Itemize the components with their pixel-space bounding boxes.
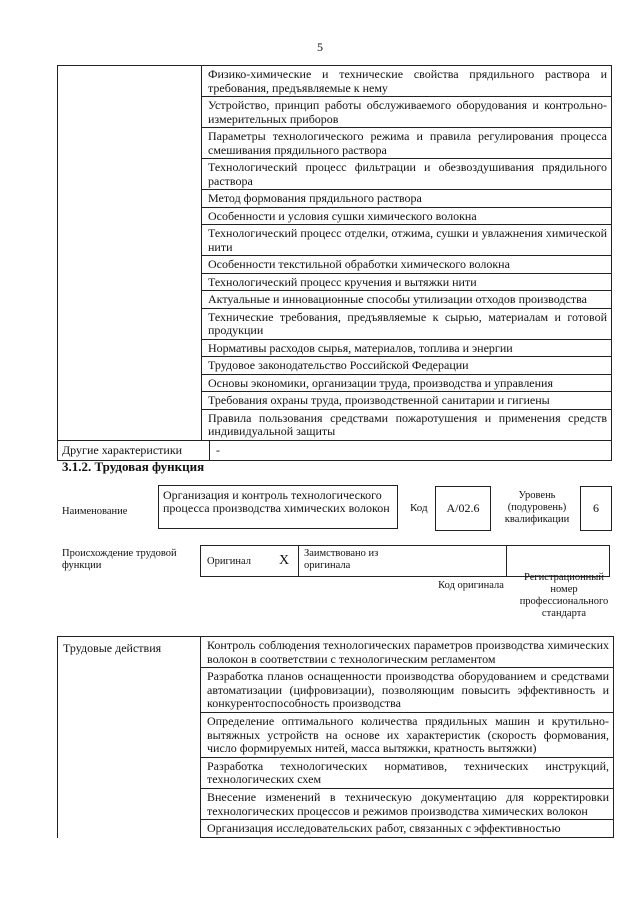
knowledge-item: Параметры технологического режима и правила регулирования процесса смешивания прядильного раствора bbox=[202, 128, 611, 159]
name-label: Наименование bbox=[62, 506, 128, 517]
original-mark: X bbox=[270, 545, 298, 577]
knowledge-item: Устройство, принцип работы обслуживаемого оборудования и контрольно-измерительных приборов bbox=[202, 97, 611, 128]
action-item: Определение оптимального количества прядильных машин и крутильно-вытяжных устройств на основе их характеристик (скорость формования, число формируемых нитей, масса вытяжки, кратность вытяжки) bbox=[201, 713, 613, 758]
action-item: Внесение изменений в техническую документацию для корректировки технологических процессов и режимов производства химических волокон bbox=[201, 789, 613, 820]
knowledge-item: Физико-химические и технические свойства прядильного раствора и требования, предъявляемые к нему bbox=[202, 66, 611, 97]
knowledge-label-cell bbox=[58, 66, 202, 440]
knowledge-item: Технические требования, предъявляемые к сырью, материалам и готовой продукции bbox=[202, 309, 611, 340]
knowledge-item: Нормативы расходов сырья, материалов, топлива и энергии bbox=[202, 340, 611, 358]
knowledge-item: Особенности текстильной обработки химического волокна bbox=[202, 256, 611, 274]
origin-label: Происхождение трудовой функции bbox=[62, 548, 177, 571]
action-item: Разработка планов оснащенности производства оборудованием и средствами автоматизации (цифровизации), позволяющим повысить эффективность и конкурентоспособность производства bbox=[201, 668, 613, 713]
function-name-box: Организация и контроль технологического процесса производства химических волокон bbox=[158, 485, 398, 529]
actions-items bbox=[201, 637, 613, 838]
knowledge-table bbox=[57, 65, 612, 461]
knowledge-item: Актуальные и инновационные способы утилизации отходов производства bbox=[202, 291, 611, 309]
level-label: Уровень (подуровень) квалификации bbox=[504, 490, 570, 525]
knowledge-items bbox=[202, 66, 611, 440]
knowledge-item: Особенности и условия сушки химического волокна bbox=[202, 208, 611, 226]
knowledge-item: Технологический процесс отделки, отжима, сушки и увлажнения химической нити bbox=[202, 225, 611, 256]
knowledge-item: Правила пользования средствами пожаротушения и применения средств индивидуальной защиты bbox=[208, 410, 607, 438]
knowledge-item: Метод формования прядильного раствора bbox=[202, 190, 611, 208]
other-characteristics-value: - bbox=[216, 442, 220, 457]
action-item: Организация исследовательских работ, связанных с эффективностью bbox=[201, 820, 613, 838]
original-code-caption: Код оригинала bbox=[438, 580, 504, 591]
knowledge-item: Основы экономики, организации труда, производства и управления bbox=[202, 375, 611, 393]
registration-number-caption: Регистрационный номер профессионального стандарта bbox=[519, 572, 609, 619]
function-code-box: A/02.6 bbox=[435, 486, 491, 531]
original-code-cell bbox=[430, 545, 506, 577]
knowledge-item: Трудовое законодательство Российской Федерации bbox=[202, 357, 611, 375]
knowledge-item: Технологический процесс фильтрации и обезвоздушивания прядильного раствора bbox=[202, 159, 611, 190]
other-characteristics-label: Другие характеристики bbox=[58, 441, 210, 460]
actions-label: Трудовые действия bbox=[58, 637, 201, 838]
action-item: Разработка технологических нормативов, технических инструкций, технологических схем bbox=[201, 758, 613, 789]
section-title: 3.1.2. Трудовая функция bbox=[62, 459, 205, 474]
knowledge-item: Требования охраны труда, производственной санитарии и гигиены bbox=[202, 392, 611, 410]
borrowed-cell: Заимствовано из оригинала bbox=[298, 545, 430, 577]
page-number: 5 bbox=[317, 40, 323, 54]
code-label: Код bbox=[410, 502, 428, 514]
level-value-box: 6 bbox=[580, 486, 612, 531]
original-cell: Оригинал bbox=[200, 545, 270, 577]
action-item: Контроль соблюдения технологических параметров производства химических волокон в соответствии с технологическим регламентом bbox=[201, 637, 613, 668]
knowledge-item: Технологический процесс кручения и вытяжки нити bbox=[202, 274, 611, 292]
actions-table bbox=[57, 636, 614, 838]
